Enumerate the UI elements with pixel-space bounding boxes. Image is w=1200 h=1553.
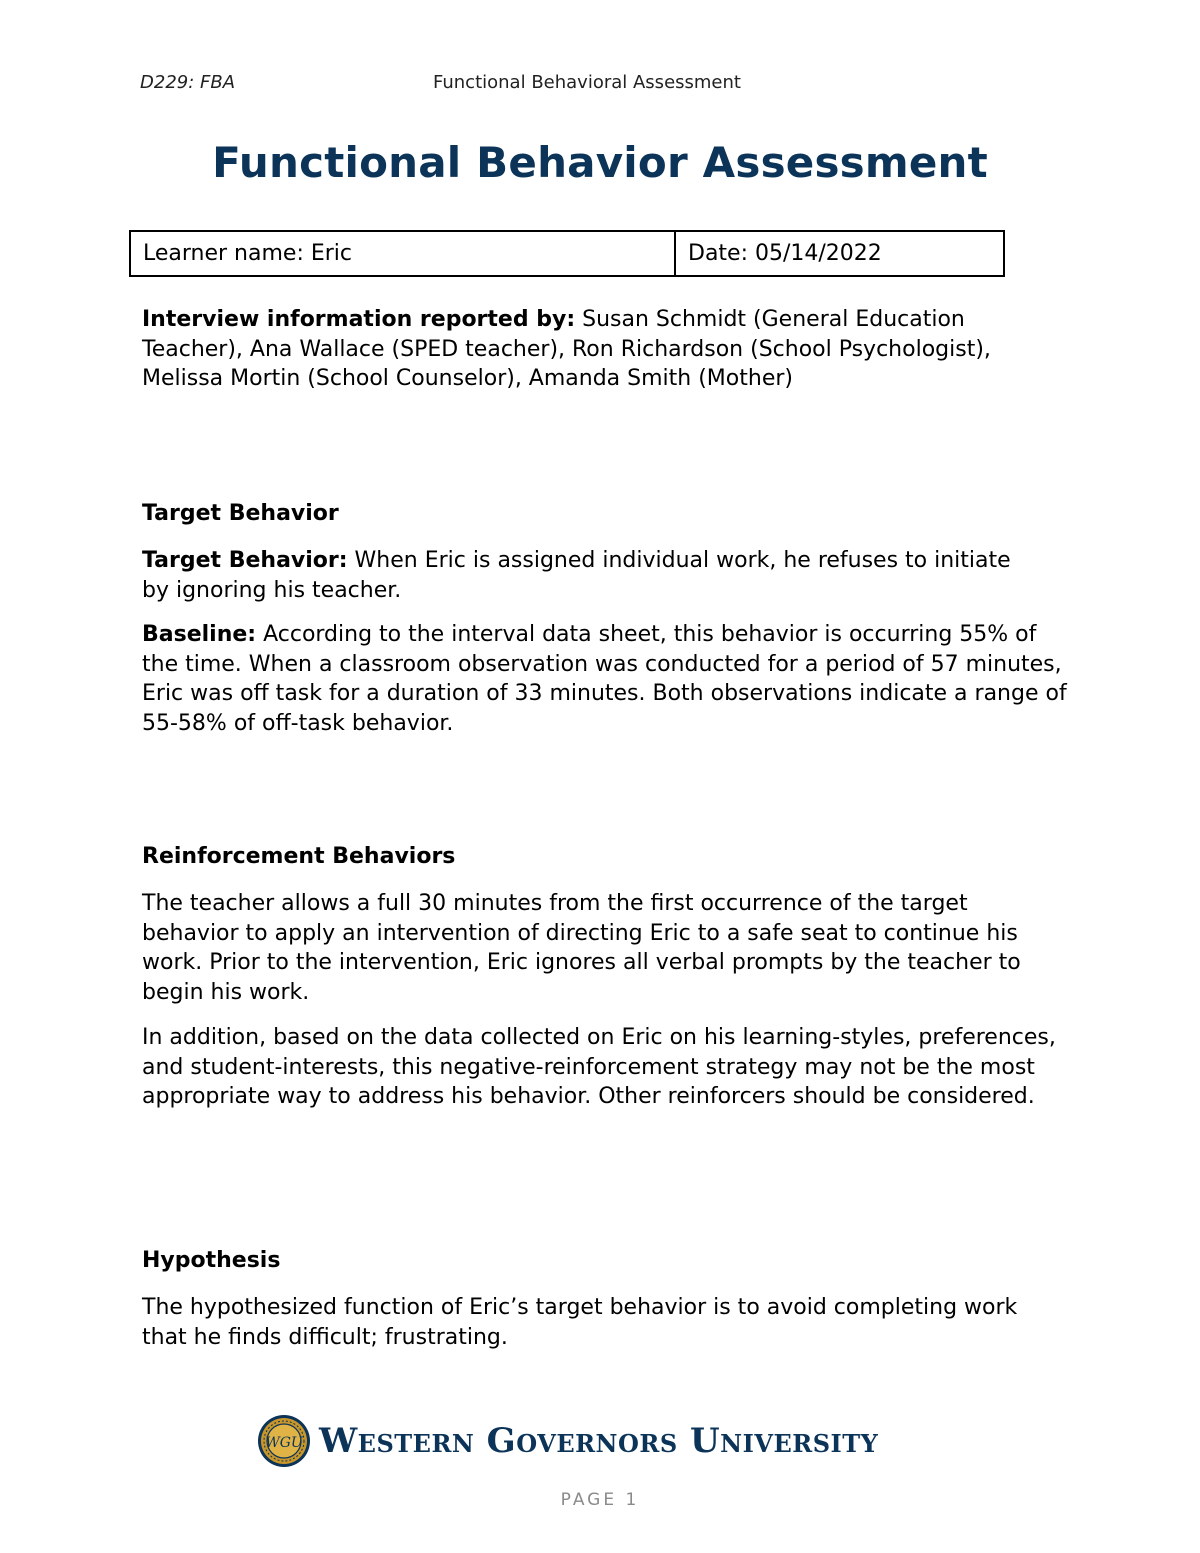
page-title: Functional Behavior Assessment bbox=[212, 138, 988, 187]
page-number: PAGE 1 bbox=[560, 1490, 640, 1510]
date-cell: Date: 05/14/2022 bbox=[688, 241, 882, 266]
baseline-text: According to the interval data sheet, this behavior is occurring 55% of the time. When a classroom observation was conducted for a period of 57 minutes, Eric was off task for a duration of 33 minutes. Both observations indicate a range of 55-58% of off-task behavior. bbox=[142, 622, 1067, 736]
university-seal-icon bbox=[257, 1414, 311, 1468]
seal-letters: WGU bbox=[265, 1435, 303, 1451]
target-behavior-label: Target Behavior: bbox=[142, 548, 348, 573]
target-behavior-paragraph bbox=[142, 546, 1022, 605]
header-doc-title: Functional Behavioral Assessment bbox=[433, 72, 741, 93]
hypothesis-paragraph: The hypothesized function of Eric’s target behavior is to avoid completing work that he finds difficult; frustrating. bbox=[142, 1295, 1018, 1350]
interview-text: Susan Schmidt (General Education Teacher), Ana Wallace (SPED teacher), Ron Richardson (School Psychologist), Melissa Mortin (School Counselor), Amanda Smith (Mother) bbox=[142, 307, 991, 391]
interview-label: Interview information reported by: bbox=[142, 307, 576, 332]
reinforcement-paragraph-2: In addition, based on the data collected on Eric on his learning-styles, preferences, and student-interests, this negative-reinforcement strategy may not be the most appropriate way to address his behavior. Other reinforcers should be considered. bbox=[142, 1025, 1056, 1109]
reinforcement-paragraph-1: The teacher allows a full 30 minutes from the first occurrence of the target behavior to apply an intervention of directing Eric to a safe seat to continue his work. Prior to the intervention, Eric ignores all verbal prompts by the teacher to begin his work. bbox=[142, 891, 1021, 1005]
target-behavior-text: When Eric is assigned individual work, he refuses to initiate by ignoring his teacher. bbox=[142, 548, 1011, 603]
baseline-paragraph bbox=[142, 620, 1072, 738]
wgu-logo bbox=[257, 1412, 917, 1470]
interview-info-paragraph bbox=[142, 305, 1072, 394]
baseline-label: Baseline: bbox=[142, 622, 257, 647]
learner-name-cell: Learner name: Eric bbox=[131, 232, 676, 275]
hypothesis-heading: Hypothesis bbox=[142, 1248, 281, 1273]
learner-info-table bbox=[129, 230, 1005, 277]
university-wordmark: Western Governors University bbox=[319, 1421, 879, 1461]
target-behavior-heading: Target Behavior bbox=[142, 501, 339, 526]
reinforcement-heading: Reinforcement Behaviors bbox=[142, 844, 456, 869]
header-course-code: D229: FBA bbox=[140, 72, 236, 93]
